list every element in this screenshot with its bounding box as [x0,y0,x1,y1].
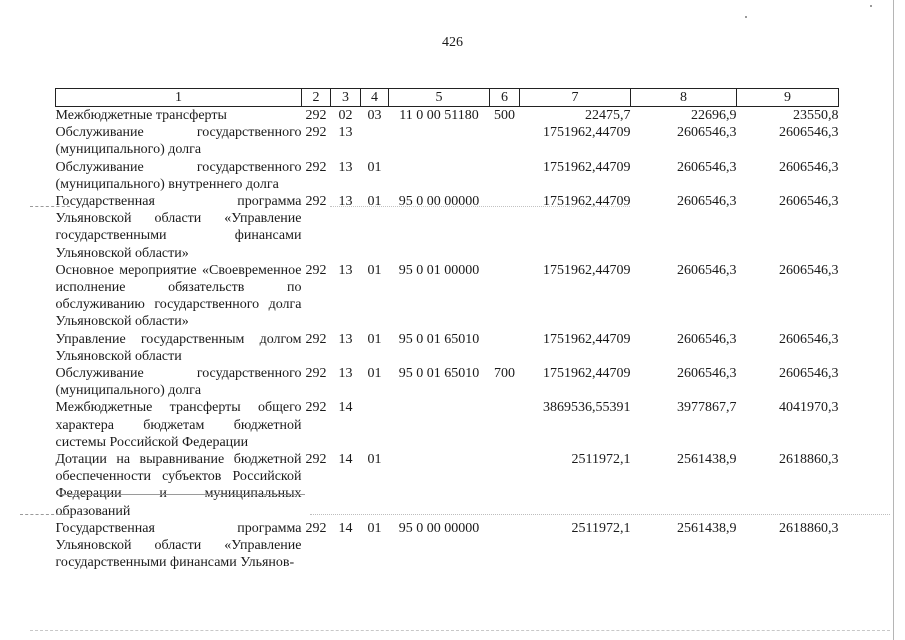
cell-c8: 2606546,3 [677,366,737,382]
cell-c8: 2561438,9 [677,452,737,468]
cell-c3: 02 [338,108,353,123]
cell-c4: 01 [367,194,382,210]
cell-c9: 2618860,3 [779,452,839,468]
cell-c4 [361,399,389,451]
cell-c6: 700 [494,366,515,382]
table-row [56,520,839,572]
row-description: Межбюджетные трансферты [55,108,227,123]
row-description: Государственная программа Ульяновской области «Управление государственными финансами Ульяновской области» [55,194,302,261]
table-row [56,365,839,399]
cell-c6 [490,520,520,572]
cell-c3: 14 [338,452,353,468]
cell-c6 [490,331,520,365]
cell-c9: 2606546,3 [779,366,839,382]
table-row [56,159,839,193]
cell-c4: 01 [367,520,382,536]
cell-c2: 292 [305,400,327,416]
cell-c7: 1751962,44709 [543,331,631,347]
cell-c2: 292 [305,331,327,347]
cell-c5: 95 0 01 65010 [398,366,480,382]
cell-c6 [490,262,520,331]
cell-c8: 2606546,3 [677,331,737,347]
scan-artifact [60,494,305,495]
page-number: 426 [442,35,463,50]
cell-c7: 2511972,1 [571,520,631,536]
cell-c7: 1751962,44709 [543,194,631,210]
cell-c2: 292 [305,194,327,210]
cell-c2: 292 [305,108,327,123]
scan-artifact [870,5,872,7]
header-cell: 5 [389,89,490,107]
cell-c5: 95 0 00 00000 [398,520,480,536]
cell-c3: 14 [338,400,353,416]
row-description: Дотации на выравнивание бюджетной обеспеченности субъектов Российской Федерации и муниципальных образований [55,452,302,519]
cell-c8: 3977867,7 [677,400,737,416]
cell-c8: 2606546,3 [677,159,737,175]
cell-c2: 292 [305,125,327,141]
cell-c7: 1751962,44709 [543,159,631,175]
header-cell: 6 [490,89,520,107]
cell-c7: 1751962,44709 [543,125,631,141]
table-row [56,107,839,125]
cell-c7: 1751962,44709 [543,262,631,278]
row-description: Обслуживание государственного (муниципального) долга [55,125,302,158]
table-row [56,193,839,262]
cell-c3: 14 [338,520,353,536]
header-cell: 2 [302,89,331,107]
scan-artifact [20,514,80,515]
cell-c8: 2606546,3 [677,125,737,141]
cell-c5 [389,399,490,451]
cell-c9: 4041970,3 [779,400,839,416]
table-row [56,262,839,331]
header-cell: 7 [520,89,631,107]
cell-c5: 95 0 00 00000 [398,194,480,210]
header-cell: 9 [737,89,839,107]
row-description: Обслуживание государственного (муниципального) внутреннего долга [55,159,302,192]
cell-c3: 13 [338,125,353,141]
header-cell: 3 [331,89,361,107]
budget-table [55,88,839,571]
cell-c9: 2606546,3 [779,331,839,347]
scan-artifact [893,0,894,640]
cell-c9: 2618860,3 [779,520,839,536]
cell-c8: 2606546,3 [677,194,737,210]
table-body [56,107,839,572]
cell-c7: 3869536,55391 [543,400,631,416]
cell-c3: 13 [338,159,353,175]
table-row [56,451,839,520]
cell-c9: 2606546,3 [779,125,839,141]
cell-c3: 13 [338,331,353,347]
cell-c5 [389,124,490,158]
cell-c6 [490,193,520,262]
cell-c4: 01 [367,331,382,347]
cell-c3: 13 [338,194,353,210]
row-description: Межбюджетные трансферты общего характера бюджетам бюджетной системы Российской Федерации [55,400,302,450]
cell-c4: 01 [367,262,382,278]
cell-c5: 95 0 01 00000 [398,262,480,278]
cell-c9: 2606546,3 [779,262,839,278]
cell-c4: 01 [367,366,382,382]
cell-c3: 13 [338,262,353,278]
header-cell: 1 [56,89,302,107]
cell-c2: 292 [305,520,327,536]
scan-artifact [745,16,747,18]
scan-artifact [330,206,630,207]
cell-c6 [490,159,520,193]
cell-c2: 292 [305,366,327,382]
cell-c6 [490,451,520,520]
cell-c7: 2511972,1 [571,452,631,468]
header-cell: 8 [631,89,737,107]
row-description: Основное мероприятие «Своевременное исполнение обязательств по обслуживанию государственного долга Ульяновской области» [55,262,302,330]
cell-c5: 11 0 00 51180 [399,108,479,123]
cell-c4: 01 [367,159,382,175]
cell-c2: 292 [305,159,327,175]
cell-c5 [389,159,490,193]
cell-c4: 03 [367,108,382,123]
cell-c6: 500 [494,108,515,123]
row-description: Государственная программа Ульяновской области «Управление государственными финансами Ульянов- [55,520,302,571]
scan-artifact [310,514,890,515]
cell-c9: 2606546,3 [779,159,839,175]
cell-c4: 01 [367,452,382,468]
cell-c2: 292 [305,452,327,468]
cell-c7: 22475,7 [585,108,631,123]
cell-c7: 1751962,44709 [543,366,631,382]
cell-c9: 23550,8 [793,108,839,123]
cell-c9: 2606546,3 [779,194,839,210]
table-row [56,331,839,365]
scan-artifact [30,630,890,631]
cell-c2: 292 [305,262,327,278]
row-description: Управление государственным долгом Ульяновской области [55,331,302,364]
scan-artifact [30,206,70,207]
table-row [56,124,839,158]
cell-c3: 13 [338,366,353,382]
cell-c8: 2606546,3 [677,262,737,278]
cell-c5 [389,451,490,520]
cell-c4 [361,124,389,158]
header-cell: 4 [361,89,389,107]
table-row [56,399,839,451]
cell-c6 [490,399,520,451]
cell-c8: 22696,9 [691,108,737,123]
table-header-row [56,89,839,107]
cell-c8: 2561438,9 [677,520,737,536]
row-description: Обслуживание государственного (муниципального) долга [55,366,302,399]
cell-c5: 95 0 01 65010 [398,331,480,347]
cell-c6 [490,124,520,158]
